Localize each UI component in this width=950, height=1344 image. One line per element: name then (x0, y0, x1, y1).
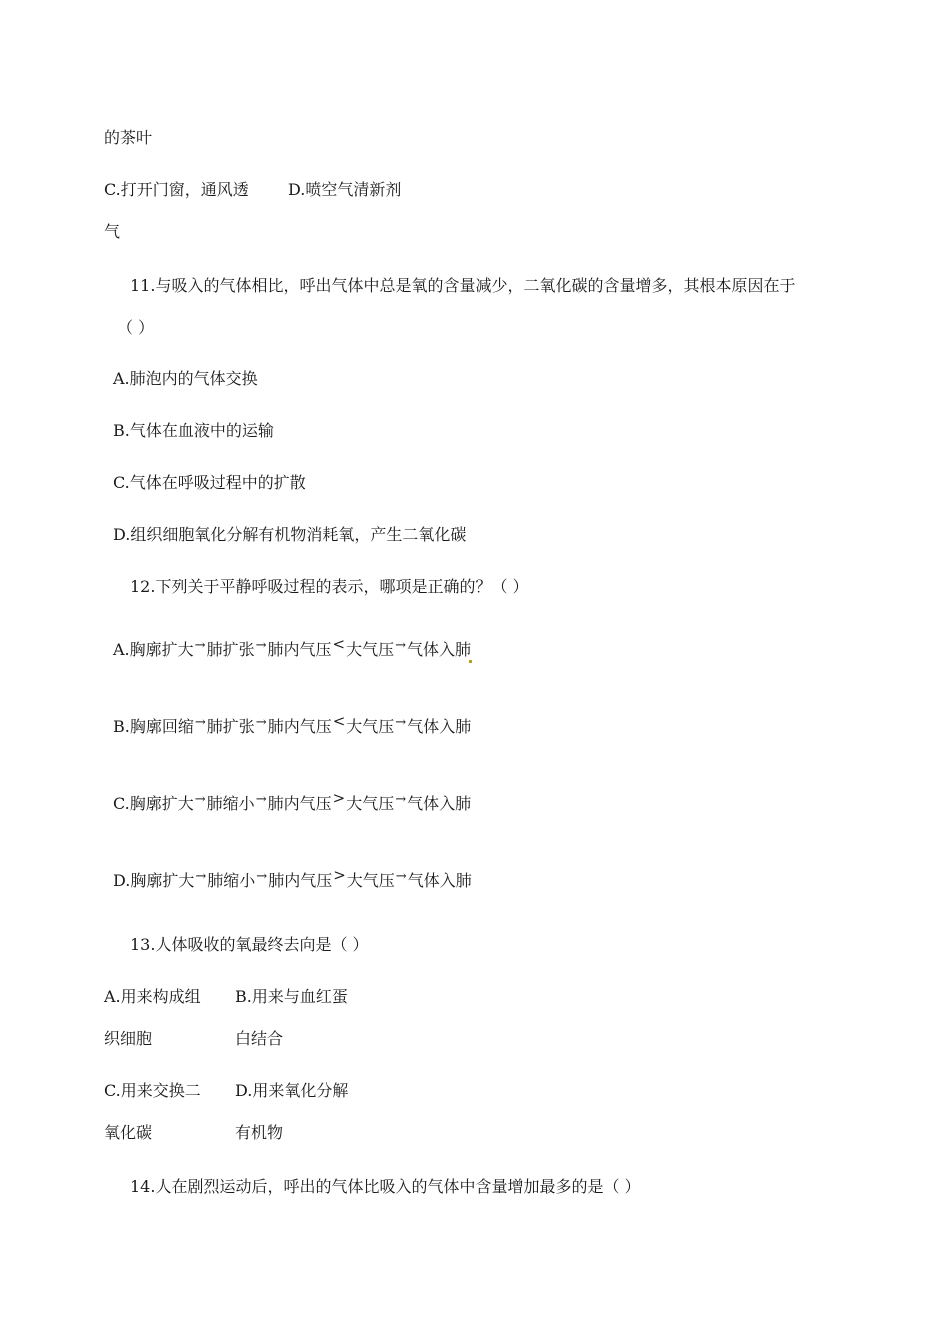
arrow-icon: → (194, 715, 206, 730)
q11-option-d: D.组织细胞氧化分解有机物消耗氧，产生二氧化碳 (113, 525, 467, 544)
q12-b-step2: 肺扩张 (206, 717, 255, 736)
q12-option-c (113, 789, 472, 814)
q13-option-b-continued: 白结合 (235, 1029, 284, 1048)
q11-paren: （ ） (117, 318, 155, 337)
q12-a-step4: 大气压 (346, 640, 395, 659)
q12-c-label: C.胸廓扩大 (113, 794, 194, 813)
q12-c-step5: 气体入肺 (407, 794, 472, 813)
less-than-sign: < (332, 712, 346, 730)
arrow-icon: → (255, 715, 267, 730)
q12-d-label: D.胸廓扩大 (113, 871, 195, 890)
q12-a-step2: 肺扩张 (206, 640, 255, 659)
q11-option-b: B.气体在血液中的运输 (113, 421, 274, 440)
q10-option-c: C.打开门窗，通风透 (104, 180, 249, 199)
q12-option-b (113, 712, 472, 737)
q11-option-a: A.肺泡内的气体交换 (113, 369, 258, 388)
stray-mark (469, 660, 472, 663)
arrow-icon: → (395, 792, 407, 807)
q13-option-d: D.用来氧化分解 (235, 1081, 349, 1100)
arrow-icon: → (195, 869, 207, 884)
q13-option-c-continued: 氧化碳 (104, 1123, 153, 1142)
q13-option-d-continued: 有机物 (235, 1123, 284, 1142)
q13-stem: 13.人体吸收的氧最终去向是（ ） (130, 935, 369, 954)
arrow-icon: → (395, 638, 406, 653)
arrow-icon: → (194, 638, 206, 653)
q12-d-step3: 肺内气压 (268, 871, 333, 890)
q12-option-a (113, 635, 472, 660)
q11-stem: 11.与吸入的气体相比，呼出气体中总是氧的含量减少，二氧化碳的含量增多，其根本原因在于 (130, 276, 796, 295)
arrow-icon: → (255, 792, 267, 807)
q12-c-step3: 肺内气压 (267, 794, 332, 813)
q12-c-step2: 肺缩小 (206, 794, 255, 813)
q12-b-step5: 气体入肺 (407, 717, 472, 736)
arrow-icon: → (255, 638, 267, 653)
q10-option-c-continued: 气 (104, 222, 121, 241)
q14-stem: 14.人在剧烈运动后，呼出的气体比吸入的气体中含量增加最多的是（ ） (130, 1177, 641, 1196)
q12-option-d (113, 866, 472, 891)
q12-d-step4: 大气压 (346, 871, 395, 890)
q11-option-c: C.气体在呼吸过程中的扩散 (113, 473, 306, 492)
q12-d-step2: 肺缩小 (207, 871, 256, 890)
q12-stem: 12.下列关于平静呼吸过程的表示，哪项是正确的？（ ） (130, 577, 529, 596)
greater-than-sign: > (333, 866, 346, 884)
q13-option-b: B.用来与血红蛋 (235, 987, 348, 1006)
q12-a-step5: 气体入肺 (407, 640, 472, 659)
q13-option-a: A.用来构成组 (104, 987, 201, 1006)
arrow-icon: → (395, 715, 407, 730)
q12-a-step3: 肺内气压 (267, 640, 332, 659)
arrow-icon: → (194, 792, 206, 807)
q12-c-step4: 大气压 (346, 794, 395, 813)
q12-d-step5: 气体入肺 (407, 871, 472, 890)
greater-than-sign: > (332, 789, 346, 807)
q12-a-label: A.胸廓扩大 (113, 640, 194, 659)
q10-option-d: D.喷空气清新剂 (288, 180, 402, 199)
q12-b-step3: 肺内气压 (267, 717, 332, 736)
q10-option-b-continued: 的茶叶 (104, 128, 153, 147)
q13-option-c: C.用来交换二 (104, 1081, 201, 1100)
arrow-icon: → (395, 869, 407, 884)
q12-b-label: B.胸廓回缩 (113, 717, 194, 736)
q13-option-a-continued: 织细胞 (104, 1029, 153, 1048)
less-than-sign: < (332, 635, 346, 653)
arrow-icon: → (256, 869, 268, 884)
q12-b-step4: 大气压 (346, 717, 395, 736)
